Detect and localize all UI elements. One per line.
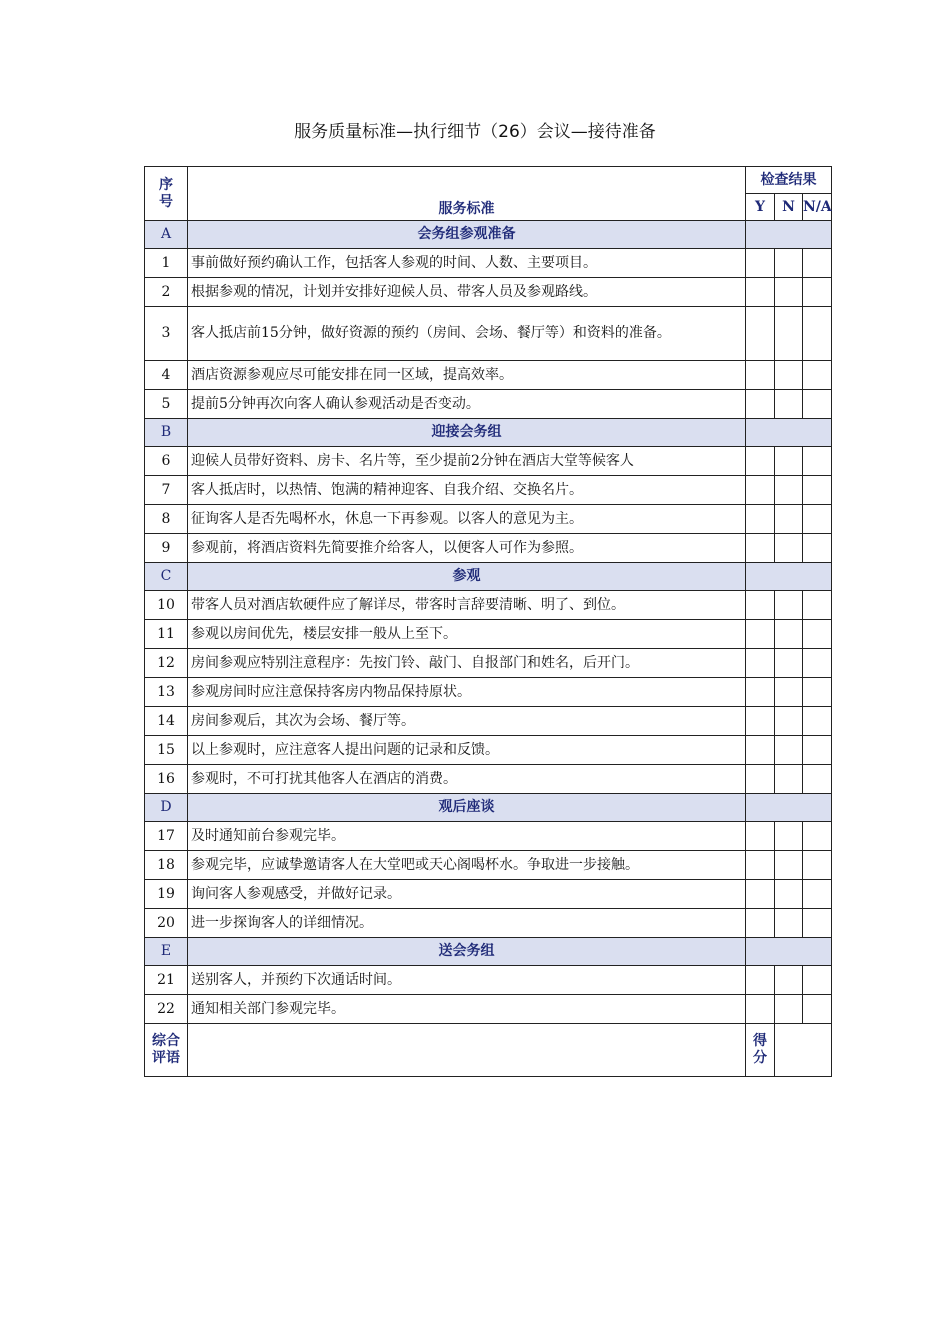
check-cell-y[interactable] — [746, 447, 775, 476]
check-cell-y[interactable] — [746, 909, 775, 938]
table-row — [145, 995, 832, 1024]
table-row — [145, 476, 832, 505]
item-standard-text: 提前5分钟再次向客人确认参观活动是否变动。 — [188, 390, 746, 419]
item-standard-text: 以上参观时，应注意客人提出问题的记录和反馈。 — [188, 736, 746, 765]
check-cell-n[interactable] — [775, 278, 803, 307]
check-cell-n[interactable] — [775, 909, 803, 938]
check-cell-y[interactable] — [746, 534, 775, 563]
section-letter: C — [145, 563, 188, 591]
item-standard-text: 通知相关部门参观完毕。 — [188, 995, 746, 1024]
check-cell-n[interactable] — [775, 736, 803, 765]
section-check-filler — [746, 563, 832, 591]
check-cell-y[interactable] — [746, 476, 775, 505]
item-number: 19 — [145, 880, 188, 909]
section-row — [145, 938, 832, 966]
check-cell-y[interactable] — [746, 649, 775, 678]
check-cell-n[interactable] — [775, 307, 803, 361]
seq-header-line1: 序 — [159, 176, 173, 193]
table-row — [145, 765, 832, 794]
y-header: Y — [746, 194, 775, 221]
check-cell-y[interactable] — [746, 736, 775, 765]
item-standard-text: 房间参观后，其次为会场、餐厅等。 — [188, 707, 746, 736]
table-row — [145, 505, 832, 534]
table-row — [145, 909, 832, 938]
section-row — [145, 221, 832, 249]
item-standard-text: 参观以房间优先，楼层安排一般从上至下。 — [188, 620, 746, 649]
check-cell-na[interactable] — [803, 966, 832, 995]
section-check-filler — [746, 221, 832, 249]
check-cell-na[interactable] — [803, 390, 832, 419]
table-row — [145, 390, 832, 419]
check-cell-n[interactable] — [775, 620, 803, 649]
check-cell-n[interactable] — [775, 505, 803, 534]
check-cell-y[interactable] — [746, 678, 775, 707]
table-row — [145, 649, 832, 678]
seq-header-line2: 号 — [159, 193, 173, 210]
check-cell-y[interactable] — [746, 966, 775, 995]
item-number: 8 — [145, 505, 188, 534]
check-cell-na[interactable] — [803, 361, 832, 390]
item-number: 15 — [145, 736, 188, 765]
check-cell-na[interactable] — [803, 591, 832, 620]
seq-header — [145, 167, 188, 221]
item-standard-text: 根据参观的情况，计划并安排好迎候人员、带客人员及参观路线。 — [188, 278, 746, 307]
standard-header: 服务标准 — [188, 167, 746, 221]
check-cell-n[interactable] — [775, 851, 803, 880]
item-standard-text: 迎候人员带好资料、房卡、名片等，至少提前2分钟在酒店大堂等候客人 — [188, 447, 746, 476]
item-standard-text: 带客人员对酒店软硬件应了解详尽，带客时言辞要清晰、明了、到位。 — [188, 591, 746, 620]
comment-label-line1: 综合 — [152, 1033, 180, 1049]
check-cell-na[interactable] — [803, 476, 832, 505]
item-number: 20 — [145, 909, 188, 938]
check-cell-na[interactable] — [803, 736, 832, 765]
section-title: 会务组参观准备 — [188, 221, 746, 249]
table-row — [145, 822, 832, 851]
check-cell-n[interactable] — [775, 649, 803, 678]
check-cell-y[interactable] — [746, 995, 775, 1024]
section-title: 参观 — [188, 563, 746, 591]
score-label — [746, 1024, 775, 1077]
check-cell-na[interactable] — [803, 909, 832, 938]
score-field[interactable] — [775, 1024, 832, 1077]
section-row — [145, 419, 832, 447]
section-check-filler — [746, 938, 832, 966]
check-cell-n[interactable] — [775, 822, 803, 851]
item-number: 5 — [145, 390, 188, 419]
item-number: 22 — [145, 995, 188, 1024]
item-standard-text: 及时通知前台参观完毕。 — [188, 822, 746, 851]
section-letter: B — [145, 419, 188, 447]
check-cell-na[interactable] — [803, 649, 832, 678]
section-check-filler — [746, 794, 832, 822]
check-cell-y[interactable] — [746, 880, 775, 909]
check-cell-y[interactable] — [746, 505, 775, 534]
check-cell-na[interactable] — [803, 534, 832, 563]
table-row — [145, 880, 832, 909]
item-standard-text: 事前做好预约确认工作，包括客人参观的时间、人数、主要项目。 — [188, 249, 746, 278]
section-title: 观后座谈 — [188, 794, 746, 822]
item-number: 7 — [145, 476, 188, 505]
comment-field[interactable] — [188, 1024, 746, 1077]
table-row — [145, 447, 832, 476]
check-cell-na[interactable] — [803, 278, 832, 307]
check-cell-y[interactable] — [746, 278, 775, 307]
section-letter: A — [145, 221, 188, 249]
check-cell-na[interactable] — [803, 307, 832, 361]
item-number: 3 — [145, 307, 188, 361]
item-number: 10 — [145, 591, 188, 620]
check-cell-n[interactable] — [775, 447, 803, 476]
checklist-table — [144, 166, 832, 1077]
check-cell-na[interactable] — [803, 851, 832, 880]
check-cell-y[interactable] — [746, 765, 775, 794]
table-row — [145, 678, 832, 707]
item-number: 2 — [145, 278, 188, 307]
check-cell-y[interactable] — [746, 249, 775, 278]
comment-label — [145, 1024, 188, 1077]
check-cell-y[interactable] — [746, 390, 775, 419]
section-letter: D — [145, 794, 188, 822]
section-title: 迎接会务组 — [188, 419, 746, 447]
section-letter: E — [145, 938, 188, 966]
check-cell-n[interactable] — [775, 591, 803, 620]
check-cell-na[interactable] — [803, 447, 832, 476]
table-row — [145, 278, 832, 307]
n-header: N — [775, 194, 803, 221]
na-header: N/A — [803, 194, 832, 221]
item-number: 12 — [145, 649, 188, 678]
item-number: 21 — [145, 966, 188, 995]
check-cell-n[interactable] — [775, 249, 803, 278]
check-cell-na[interactable] — [803, 822, 832, 851]
table-row — [145, 249, 832, 278]
check-cell-n[interactable] — [775, 390, 803, 419]
table-row — [145, 707, 832, 736]
item-number: 11 — [145, 620, 188, 649]
table-row — [145, 534, 832, 563]
check-cell-n[interactable] — [775, 678, 803, 707]
check-cell-na[interactable] — [803, 707, 832, 736]
check-cell-n[interactable] — [775, 361, 803, 390]
check-cell-na[interactable] — [803, 995, 832, 1024]
item-standard-text: 参观前，将酒店资料先简要推介给客人，以便客人可作为参照。 — [188, 534, 746, 563]
table-row — [145, 966, 832, 995]
item-number: 16 — [145, 765, 188, 794]
check-cell-n[interactable] — [775, 966, 803, 995]
check-cell-y[interactable] — [746, 620, 775, 649]
item-standard-text: 客人抵店时，以热情、饱满的精神迎客、自我介绍、交换名片。 — [188, 476, 746, 505]
check-cell-n[interactable] — [775, 534, 803, 563]
item-standard-text: 询问客人参观感受，并做好记录。 — [188, 880, 746, 909]
check-cell-n[interactable] — [775, 707, 803, 736]
item-standard-text: 参观时，不可打扰其他客人在酒店的消费。 — [188, 765, 746, 794]
item-number: 18 — [145, 851, 188, 880]
section-row — [145, 794, 832, 822]
check-cell-y[interactable] — [746, 822, 775, 851]
item-number: 14 — [145, 707, 188, 736]
check-cell-n[interactable] — [775, 765, 803, 794]
checklist-body — [145, 167, 832, 1077]
check-cell-n[interactable] — [775, 995, 803, 1024]
item-standard-text: 酒店资源参观应尽可能安排在同一区域，提高效率。 — [188, 361, 746, 390]
table-row — [145, 736, 832, 765]
item-standard-text: 送别客人，并预约下次通话时间。 — [188, 966, 746, 995]
item-standard-text: 参观房间时应注意保持客房内物品保持原状。 — [188, 678, 746, 707]
item-number: 17 — [145, 822, 188, 851]
check-cell-n[interactable] — [775, 880, 803, 909]
score-label-line2: 分 — [753, 1050, 767, 1066]
footer-row — [145, 1024, 832, 1077]
item-number: 1 — [145, 249, 188, 278]
check-cell-na[interactable] — [803, 880, 832, 909]
item-standard-text: 进一步探询客人的详细情况。 — [188, 909, 746, 938]
page-title: 服务质量标准—执行细节（26）会议—接待准备 — [294, 122, 656, 142]
item-number: 13 — [145, 678, 188, 707]
check-cell-na[interactable] — [803, 249, 832, 278]
check-result-header: 检查结果 — [746, 167, 832, 194]
check-cell-y[interactable] — [746, 591, 775, 620]
table-row — [145, 307, 832, 361]
check-cell-na[interactable] — [803, 765, 832, 794]
table-row — [145, 620, 832, 649]
check-cell-na[interactable] — [803, 620, 832, 649]
check-cell-y[interactable] — [746, 361, 775, 390]
item-standard-text: 参观完毕，应诚挚邀请客人在大堂吧或天心阁喝杯水。争取进一步接触。 — [188, 851, 746, 880]
item-standard-text: 房间参观应特别注意程序：先按门铃、敲门、自报部门和姓名，后开门。 — [188, 649, 746, 678]
item-standard-text: 征询客人是否先喝杯水，休息一下再参观。以客人的意见为主。 — [188, 505, 746, 534]
table-row — [145, 361, 832, 390]
header-row-top — [145, 167, 832, 194]
check-cell-y[interactable] — [746, 851, 775, 880]
check-cell-y[interactable] — [746, 707, 775, 736]
item-number: 9 — [145, 534, 188, 563]
check-cell-n[interactable] — [775, 476, 803, 505]
table-row — [145, 851, 832, 880]
item-standard-text: 客人抵店前15分钟，做好资源的预约（房间、会场、餐厅等）和资料的准备。 — [188, 307, 746, 361]
section-title: 送会务组 — [188, 938, 746, 966]
item-number: 6 — [145, 447, 188, 476]
check-cell-na[interactable] — [803, 678, 832, 707]
table-row — [145, 591, 832, 620]
item-number: 4 — [145, 361, 188, 390]
comment-label-line2: 评语 — [152, 1050, 180, 1066]
check-cell-na[interactable] — [803, 505, 832, 534]
section-row — [145, 563, 832, 591]
check-cell-y[interactable] — [746, 307, 775, 361]
score-label-line1: 得 — [753, 1033, 767, 1049]
section-check-filler — [746, 419, 832, 447]
